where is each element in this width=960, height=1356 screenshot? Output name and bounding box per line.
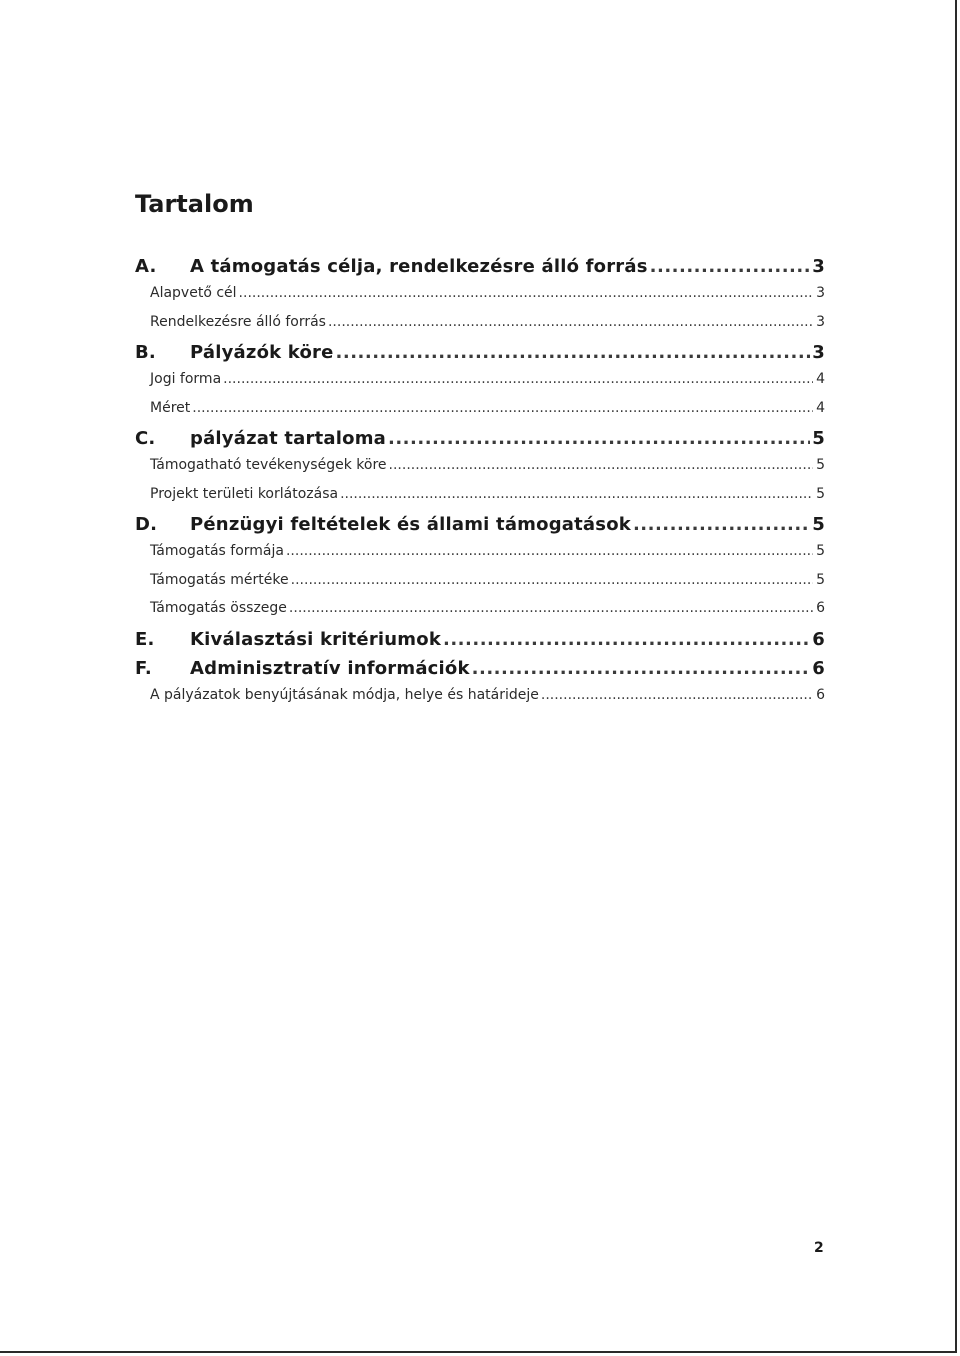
toc-section-letter: B. bbox=[135, 342, 156, 363]
toc-dot-leader bbox=[388, 428, 810, 449]
toc-page-number: 5 bbox=[816, 457, 825, 473]
toc-entry-label: Támogatás mértéke bbox=[150, 571, 289, 588]
page-border-right bbox=[955, 0, 957, 1351]
toc-dot-leader bbox=[650, 256, 811, 277]
toc-subsection-entry[interactable] bbox=[135, 687, 825, 716]
toc-section-entry[interactable] bbox=[135, 342, 825, 371]
toc-page-number: 6 bbox=[816, 686, 825, 703]
toc-subsection-entry[interactable] bbox=[135, 400, 825, 429]
toc-dot-leader bbox=[328, 314, 813, 330]
toc-entry-label: A pályázatok benyújtásának módja, helye és határideje bbox=[150, 686, 539, 703]
toc-title: Tartalom bbox=[135, 190, 254, 218]
toc-section-letter: A. bbox=[135, 256, 157, 277]
toc-page-number: 5 bbox=[816, 485, 825, 502]
toc-subsection-entry[interactable] bbox=[135, 572, 825, 601]
toc-entry-label: pályázat tartaloma bbox=[190, 428, 386, 449]
toc-dot-leader bbox=[633, 514, 810, 535]
toc-entry-label: Rendelkezésre álló forrás bbox=[150, 313, 326, 330]
toc-subsection-entry[interactable] bbox=[135, 600, 825, 629]
toc-dot-leader bbox=[239, 285, 813, 301]
toc-section-letter: E. bbox=[135, 628, 155, 650]
toc-entry-label: Alapvető cél bbox=[150, 285, 237, 301]
toc-page-number: 4 bbox=[816, 371, 825, 387]
toc-page-number: 6 bbox=[816, 600, 825, 616]
toc-page-number: 5 bbox=[812, 428, 825, 449]
toc-dot-leader bbox=[443, 629, 810, 650]
table-of-contents bbox=[135, 256, 825, 715]
toc-entry-label: Kiválasztási kritériumok bbox=[190, 628, 441, 650]
toc-entry-label: Jogi forma bbox=[150, 371, 222, 387]
toc-dot-leader bbox=[541, 687, 813, 703]
toc-entry-label: Támogatás összege bbox=[150, 600, 287, 616]
page-number: 2 bbox=[814, 1240, 824, 1256]
toc-section-letter: C. bbox=[135, 428, 156, 449]
toc-page-number: 6 bbox=[812, 628, 825, 650]
toc-section-letter: F. bbox=[135, 657, 152, 679]
toc-section-entry[interactable] bbox=[135, 629, 825, 658]
toc-entry-label: Támogatás formája bbox=[150, 543, 284, 559]
toc-dot-leader bbox=[291, 572, 813, 588]
toc-section-entry[interactable] bbox=[135, 514, 825, 543]
toc-section-entry[interactable] bbox=[135, 256, 825, 285]
toc-page-number: 3 bbox=[812, 256, 825, 277]
toc-dot-leader bbox=[472, 658, 811, 679]
toc-page-number: 5 bbox=[812, 514, 825, 535]
toc-dot-leader bbox=[336, 342, 811, 363]
toc-subsection-entry[interactable] bbox=[135, 457, 825, 486]
toc-section-entry[interactable] bbox=[135, 428, 825, 457]
toc-subsection-entry[interactable] bbox=[135, 285, 825, 314]
toc-page-number: 3 bbox=[816, 313, 825, 330]
toc-entry-label: Támogatható tevékenységek köre bbox=[150, 457, 387, 473]
toc-page-number: 5 bbox=[816, 571, 825, 588]
toc-entry-label: Pénzügyi feltételek és állami támogatások bbox=[190, 514, 631, 535]
toc-subsection-entry[interactable] bbox=[135, 371, 825, 400]
toc-entry-label: Méret bbox=[150, 399, 191, 416]
toc-dot-leader bbox=[192, 400, 813, 416]
toc-page-number: 5 bbox=[816, 543, 825, 559]
toc-page-number: 3 bbox=[812, 342, 825, 363]
toc-page-number: 4 bbox=[816, 399, 825, 416]
toc-entry-label: Projekt területi korlátozása bbox=[150, 485, 339, 502]
toc-entry-label: Adminisztratív információk bbox=[190, 657, 470, 679]
toc-dot-leader bbox=[286, 543, 813, 559]
toc-subsection-entry[interactable] bbox=[135, 486, 825, 515]
toc-subsection-entry[interactable] bbox=[135, 314, 825, 343]
toc-dot-leader bbox=[223, 371, 813, 387]
toc-dot-leader bbox=[340, 486, 813, 502]
toc-dot-leader bbox=[289, 600, 813, 616]
toc-page-number: 3 bbox=[816, 285, 825, 301]
toc-page-number: 6 bbox=[812, 657, 825, 679]
toc-dot-leader bbox=[389, 457, 813, 473]
toc-entry-label: A támogatás célja, rendelkezésre álló forrás bbox=[190, 256, 648, 277]
page-border-bottom bbox=[0, 1351, 957, 1353]
toc-subsection-entry[interactable] bbox=[135, 543, 825, 572]
toc-section-letter: D. bbox=[135, 514, 158, 535]
toc-section-entry[interactable] bbox=[135, 658, 825, 687]
toc-entry-label: Pályázók köre bbox=[190, 342, 334, 363]
